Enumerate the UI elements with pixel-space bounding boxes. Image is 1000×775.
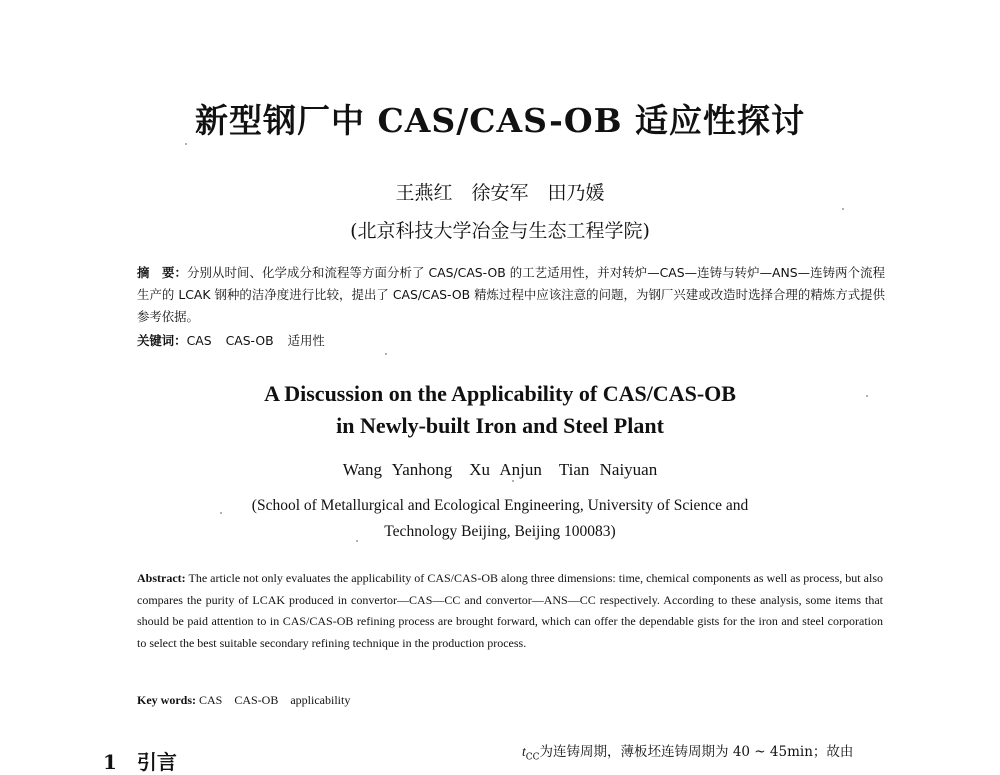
scan-speck: [185, 143, 187, 145]
english-affiliation: [0, 493, 1000, 545]
english-keyword: CAS: [199, 693, 223, 707]
english-keyword: CAS-OB: [234, 693, 279, 707]
body-variable: t: [522, 744, 526, 759]
scan-speck: [866, 395, 868, 397]
scan-speck: [220, 512, 222, 514]
section-heading: 1 引言: [103, 750, 177, 774]
english-authors: Wang Yanhong Xu Anjun Tian Naiyuan: [342, 460, 658, 479]
body-text-rest: 为连铸周期，薄板坯连铸周期为 40 ~ 45min；故由: [539, 744, 854, 760]
chinese-abstract: [137, 262, 885, 328]
english-abstract-text: The article not only evaluates the applicability of CAS/CAS-OB along three dimensions: time, chemical components as well as process, but also compares the purity of LCAK produced in convertor—CAS—CC and convertor—ANS—CC respectively. According to these analysis, some items that should be paid attention to in CAS/CAS-OB refining process are brought forward, which can offer the dependable gists for the iron and steel corporation to select the best suitable secondary refining technique in the production process.: [137, 571, 883, 650]
english-affiliation-line-1: (School of Metallurgical and Ecological Engineering, University of Science and: [251, 497, 749, 514]
chinese-keyword: 适用性: [287, 333, 325, 348]
chinese-abstract-label: 摘 要：: [137, 265, 187, 280]
scan-speck: [356, 540, 358, 542]
english-affiliation-line-2: Technology Beijing, Beijing 100083): [384, 523, 616, 540]
english-title: [0, 378, 1000, 442]
english-abstract-label: Abstract:: [137, 571, 186, 585]
body-text-line: [522, 740, 853, 763]
english-title-line-1: A Discussion on the Applicability of CAS/CAS-OB: [264, 381, 736, 406]
scan-speck: [385, 353, 387, 355]
body-variable-subscript: CC: [525, 752, 540, 763]
english-keyword: applicability: [290, 693, 351, 707]
chinese-keywords: [137, 330, 885, 352]
chinese-abstract-text: 分别从时间、化学成分和流程等方面分析了 CAS/CAS-OB 的工艺适用性，并对转炉—CAS—连铸与转炉—ANS—连铸两个流程生产的 LCAK 钢种的洁净度进行比较，提出了 CAS/CAS-OB 精炼过程中应该注意的问题，为钢厂兴建或改造时选择合理的精炼方式提供参考依据。: [137, 265, 886, 324]
scan-speck: [512, 480, 514, 482]
chinese-keywords-label: 关键词：: [137, 333, 187, 348]
english-abstract: [137, 568, 883, 654]
english-keywords: [137, 690, 885, 712]
chinese-keyword: CAS: [186, 333, 212, 348]
english-title-line-2: in Newly-built Iron and Steel Plant: [336, 413, 664, 438]
chinese-keyword: CAS-OB: [225, 333, 274, 348]
english-keywords-label: Key words:: [137, 693, 196, 707]
chinese-affiliation: (北京科技大学冶金与生态工程学院): [350, 220, 650, 242]
chinese-authors: 王燕红 徐安军 田乃媛: [395, 182, 605, 204]
scan-speck: [842, 208, 844, 210]
chinese-title: 新型钢厂中 CAS/CAS-OB 适应性探讨: [195, 101, 805, 140]
